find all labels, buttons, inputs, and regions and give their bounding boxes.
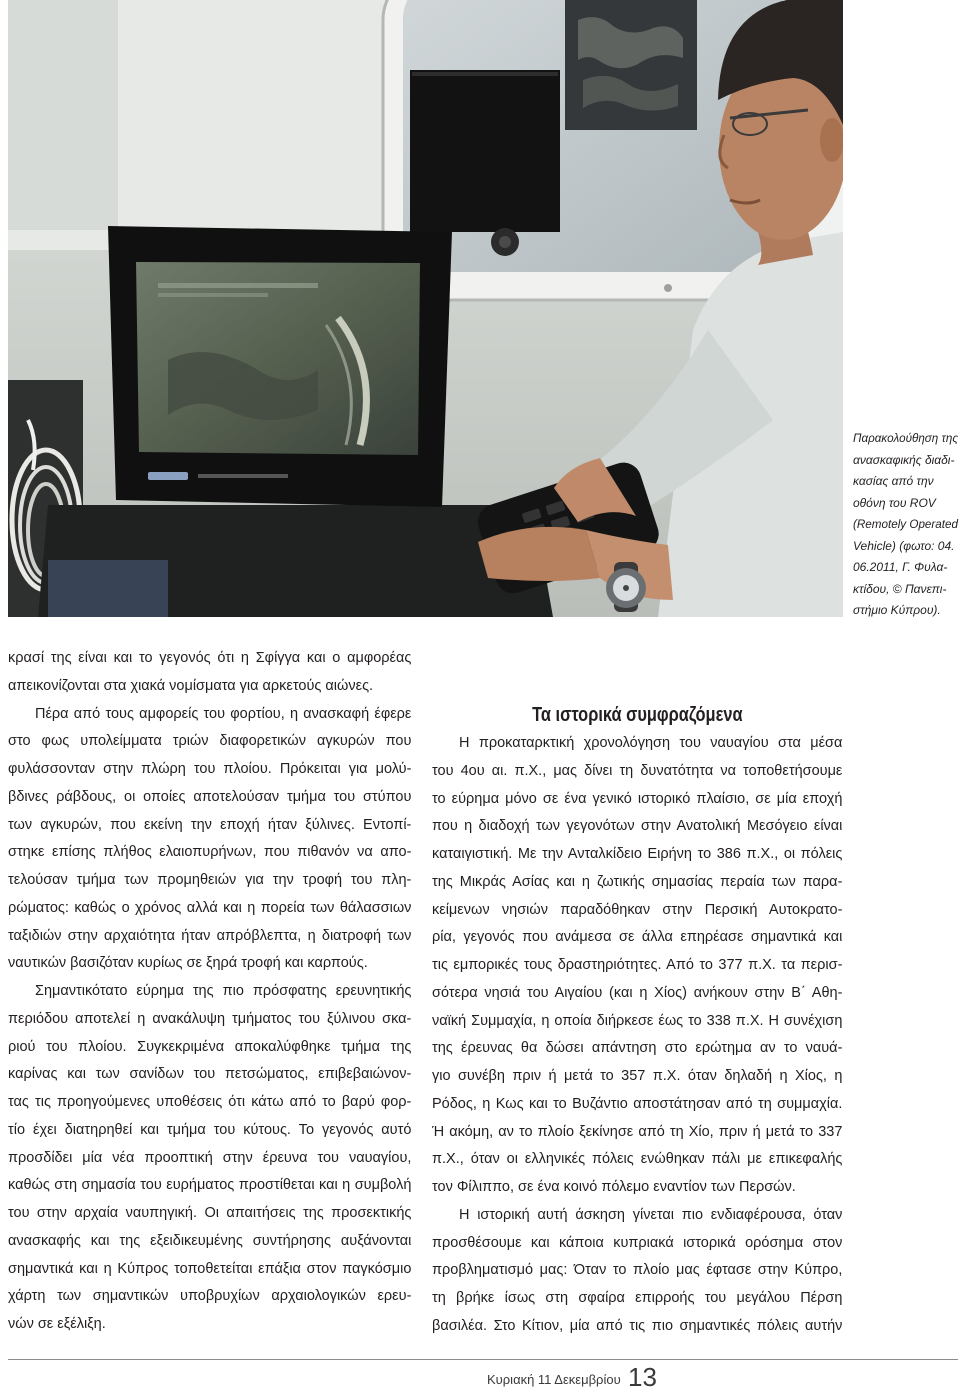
paragraph xyxy=(8,645,412,701)
caption-line: Παρακολούθηση της xyxy=(853,431,958,445)
text-line: τη βρήκε ίσως στη σφαίρα επιρροής του μεγάλου Πέρση xyxy=(432,1290,843,1306)
right-column xyxy=(432,730,843,1341)
text-line: κείμενων νησιών παραδόθηκαν στην Περσική Αυτοκρατο- xyxy=(432,901,843,918)
text-line: Η ιστορική αυτή άσκηση γίνεται πιο ενδιαφέρουσα, όταν xyxy=(459,1206,843,1223)
text-line: Ή ακόμη, αν το πλοίο ξεκίνησε από τη Χίο, πριν ή μετά το 337 xyxy=(432,1123,843,1140)
text-line: τίο έχει διατηρηθεί και τμήμα του κύτους. Το γεγονός αυτό xyxy=(8,1121,412,1138)
caption-line: Vehicle) (φωτο: 04. xyxy=(853,538,955,553)
text-line: π.Χ., όταν οι ελληνικές πόλεις ενώθηκαν πάλι με επικεφαλής xyxy=(432,1151,843,1168)
text-line: προσθέσουμε και κάποια κυπριακά ιστορικά ορόσημα στον xyxy=(432,1234,843,1251)
caption-line: οθόνη του ROV xyxy=(853,495,936,510)
paragraph xyxy=(432,730,843,1202)
text-line: τον Φίλιππο, σε ένα κοινό πόλεμο εναντίον των Περσών. xyxy=(432,1179,796,1195)
text-line: σότερα νησιά του Αιγαίου (και η Χίος) ανήκουν στην Β΄ Αθη- xyxy=(432,984,843,1001)
text-line: ρία, γεγονός που ανάμεσα σε άλλα επηρέασε σημαντικά και xyxy=(432,929,843,946)
text-line: βασιλέα. Στο Κίτιον, μία από τις πιο σημαντικές πόλεις αυτήν xyxy=(432,1317,843,1334)
page-number: 13 xyxy=(628,1362,657,1392)
text-line: ναϊκή Συμμαχία, η οποία διήρκεσε έως το 338 π.Χ. Η συνέχιση xyxy=(432,1012,843,1029)
text-line: της Μικράς Ασίας και η ζωτικής σημασίας περαία των παρα- xyxy=(432,873,843,890)
text-line: το εύρημα μόνο σε ένα γενικό ιστορικό πλαίσιο, σε μία εποχή xyxy=(432,790,843,807)
text-line: βδινες ράβδους, οι οποίες αποτελούσαν τμήμα του στύπου xyxy=(8,788,412,805)
left-column xyxy=(8,645,412,1339)
caption-line: 06.2011, Γ. Φυλα- xyxy=(853,560,948,574)
text-line: του 4ου αι. π.Χ., μας δίνει τη δυνατότητα να τοποθετήσουμε xyxy=(432,762,843,779)
text-line: χάρτη των σημαντικών υποβρυχίων αρχαιολογικών ερευ- xyxy=(8,1288,412,1305)
text-line: ρώματος: καθώς ο χρόνος αλλά και η πορεία των θάλασσιων xyxy=(8,899,412,916)
section-heading xyxy=(432,700,843,730)
text-line: γιο συνέβη πριν ή μετά το 357 π.Χ. όταν δηλαδή η Χίος, η xyxy=(432,1068,843,1084)
caption-line: στήμιο Κύπρου). xyxy=(853,603,941,617)
text-line: περιόδου αποτελεί η ανακάλυψη τμήματος του ξύλινου σκα- xyxy=(8,1010,412,1027)
text-line: κρασί της είναι και το γεγονός ότι η Σφίγγα και ο αμφορέας xyxy=(8,650,412,666)
text-line: Η προκαταρκτική χρονολόγηση του ναυαγίου στα μέσα xyxy=(459,735,843,751)
text-line: καρίνας και των σανίδων του πετσώματος, επιβεβαιώνον- xyxy=(8,1066,412,1083)
caption-line: (Remotely Operated xyxy=(853,517,958,531)
paragraph xyxy=(8,978,412,1339)
text-line: στηκε επίσης πλήθος ελαιοπυρήνων, που πιθανόν να απο- xyxy=(8,844,412,861)
text-line: Πέρα από τους αμφορείς του φορτίου, η ανασκαφή έφερε xyxy=(35,705,412,722)
text-line: νών σε εξέλιξη. xyxy=(8,1316,106,1332)
text-line: της έρευνας θα δώσει απάντηση στο ερώτημα αν το ναυά- xyxy=(432,1040,843,1057)
text-line: τελούσαν τμήμα των προμηθειών για την τροφή του πλη- xyxy=(8,872,412,888)
text-line: σημαντικά και η Κύπρος τοποθετείται επάξια στον παγκόσμιο xyxy=(8,1260,412,1277)
caption-line: κτίδου, © Πανεπι- xyxy=(853,581,947,596)
text-line: στο φως υπολείμματα τριών διαφορετικών αγκυρών που xyxy=(8,733,412,750)
text-line: ναυτικών βασιζόταν κυρίως σε ξηρά τροφή και καρπούς. xyxy=(8,955,368,972)
text-line: ταξιδιών στην αρχαιότητα ήταν απρόβλεπτα, η διατροφή των xyxy=(8,927,412,944)
text-line: απεικονίζονται στα χιακά νομίσματα για αρκετούς αιώνες. xyxy=(8,677,374,694)
text-line: ανασκαφής και της εξειδικευμένης συντήρησης αυξάνονται xyxy=(8,1232,412,1249)
footer-rule xyxy=(8,1359,958,1360)
photo-caption xyxy=(853,428,958,622)
text-line: τις εμπορικές τους δραστηριότητες. Από το 377 π.Χ. τα περισ- xyxy=(432,957,843,973)
text-line: προβληματισμό μας: Όταν το πλοίο μας έφτασε στην Κύπρο, xyxy=(432,1262,843,1279)
caption-line: κασίας από την xyxy=(853,474,934,488)
footer-date: Κυριακή 11 Δεκεμβρίου xyxy=(487,1372,621,1387)
text-line: φυλάσσονταν στην πλώρη του πλοίου. Πρόκειται για μολύ- xyxy=(8,761,412,777)
rov-monitoring-photo xyxy=(8,0,843,617)
text-line: προσδίδει μία νέα προοπτική στην έρευνα του ναυαγίου, xyxy=(8,1149,412,1166)
paragraph xyxy=(8,701,412,979)
text-line: καθώς στη σημασία του ευρήματος προστίθεται και η συμβολή xyxy=(8,1177,412,1194)
text-line: καταιγιστική. Με την Ανταλκίδειο Ειρήνη το 386 π.Χ., οι πόλεις xyxy=(432,846,843,862)
text-line: τας τις προηγούμενες υποθέσεις ότι κάτω από το βαρύ φορ- xyxy=(8,1094,412,1110)
text-line: ριού του πλοίου. Συγκεκριμένα αποκαλύφθηκε τμήμα της xyxy=(8,1038,412,1055)
paragraph xyxy=(432,1202,843,1341)
section-heading-text: Τα ιστορικά συμφραζόμενα xyxy=(532,704,743,726)
text-line: του στην αρχαία ναυπηγική. Οι απαιτήσεις της προσεκτικής xyxy=(8,1205,412,1221)
text-line: Ρόδος, η Κως και το Βυζάντιο αποστάτησαν από τη συμμαχία. xyxy=(432,1095,843,1112)
text-line: που η διαδοχή των γεγονότων στην Ανατολική Μεσόγειο είναι xyxy=(432,818,843,835)
text-line: Σημαντικότατο εύρημα της πιο πρόσφατης ερευνητικής xyxy=(35,983,412,999)
caption-line: ανασκαφικής διαδι- xyxy=(853,452,955,467)
text-line: των αγκυρών, που εκείνη την εποχή ήταν ξύλινες. Εντοπί- xyxy=(8,816,412,833)
